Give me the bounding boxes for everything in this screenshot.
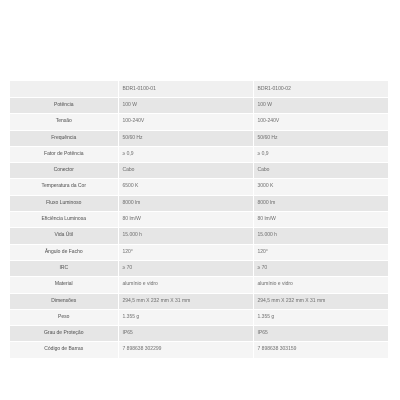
- spec-label: Código de Barras: [10, 342, 118, 358]
- spec-value-model-2: 7 898638 303159: [253, 342, 388, 358]
- spec-value-model-1: 50/60 Hz: [118, 130, 253, 146]
- table-row: [10, 146, 388, 162]
- spec-table-body: [10, 98, 388, 359]
- table-row: [10, 342, 388, 358]
- spec-label: Conector: [10, 163, 118, 179]
- spec-value-model-1: ≥ 70: [118, 260, 253, 276]
- spec-value-model-2: 120°: [253, 244, 388, 260]
- table-row: [10, 326, 388, 342]
- spec-value-model-1: IP65: [118, 326, 253, 342]
- spec-value-model-1: 294,5 mm X 232 mm X 31 mm: [118, 293, 253, 309]
- spec-value-model-2: Cabo: [253, 163, 388, 179]
- header-blank-cell: [10, 81, 118, 98]
- spec-label: Material: [10, 277, 118, 293]
- spec-value-model-1: Cabo: [118, 163, 253, 179]
- spec-value-model-1: 1.355 g: [118, 309, 253, 325]
- spec-value-model-2: alumínio e vidro: [253, 277, 388, 293]
- spec-value-model-1: 6500 K: [118, 179, 253, 195]
- spec-value-model-2: ≥ 70: [253, 260, 388, 276]
- spec-label: Temperatura da Cor: [10, 179, 118, 195]
- table-row: [10, 228, 388, 244]
- table-row: [10, 195, 388, 211]
- table-row: [10, 260, 388, 276]
- spec-value-model-1: 100 W: [118, 98, 253, 114]
- spec-value-model-2: 1.355 g: [253, 309, 388, 325]
- table-row: [10, 98, 388, 114]
- header-model-2: BDR1-0100-02: [253, 81, 388, 98]
- spec-label: Peso: [10, 309, 118, 325]
- spec-value-model-1: 15.000 h: [118, 228, 253, 244]
- spec-table: [10, 81, 388, 359]
- spec-value-model-2: IP65: [253, 326, 388, 342]
- spec-value-model-2: 80 lm/W: [253, 212, 388, 228]
- header-model-1: BDR1-0100-01: [118, 81, 253, 98]
- spec-value-model-2: 8000 lm: [253, 195, 388, 211]
- spec-value-model-2: 100 W: [253, 98, 388, 114]
- spec-label: Eficiência Luminosa: [10, 212, 118, 228]
- spec-label: Fator de Potência: [10, 146, 118, 162]
- spec-value-model-2: 15.000 h: [253, 228, 388, 244]
- spec-value-model-1: 80 lm/W: [118, 212, 253, 228]
- spec-value-model-2: 100-240V: [253, 114, 388, 130]
- spec-label: Dimensões: [10, 293, 118, 309]
- table-row: [10, 244, 388, 260]
- table-row: [10, 163, 388, 179]
- spec-label: Frequência: [10, 130, 118, 146]
- spec-value-model-2: 50/60 Hz: [253, 130, 388, 146]
- spec-value-model-1: 8000 lm: [118, 195, 253, 211]
- spec-label: Vida Útil: [10, 228, 118, 244]
- table-row: [10, 179, 388, 195]
- table-row: [10, 293, 388, 309]
- spec-value-model-2: ≥ 0,9: [253, 146, 388, 162]
- spec-label: Potência: [10, 98, 118, 114]
- spec-value-model-1: 100-240V: [118, 114, 253, 130]
- spec-value-model-1: 7 898638 302299: [118, 342, 253, 358]
- spec-value-model-2: 3000 K: [253, 179, 388, 195]
- spec-label: IRC: [10, 260, 118, 276]
- spec-value-model-1: ≥ 0,9: [118, 146, 253, 162]
- spec-label: Tensão: [10, 114, 118, 130]
- spec-label: Grau de Proteção: [10, 326, 118, 342]
- table-row: [10, 130, 388, 146]
- spec-value-model-1: alumínio e vidro: [118, 277, 253, 293]
- spec-value-model-2: 294,5 mm X 232 mm X 31 mm: [253, 293, 388, 309]
- spec-label: Ângulo de Facho: [10, 244, 118, 260]
- table-row: [10, 309, 388, 325]
- header-row: [10, 81, 388, 98]
- spec-label: Fluxo Luminoso: [10, 195, 118, 211]
- table-row: [10, 212, 388, 228]
- table-row: [10, 114, 388, 130]
- spec-value-model-1: 120°: [118, 244, 253, 260]
- table-row: [10, 277, 388, 293]
